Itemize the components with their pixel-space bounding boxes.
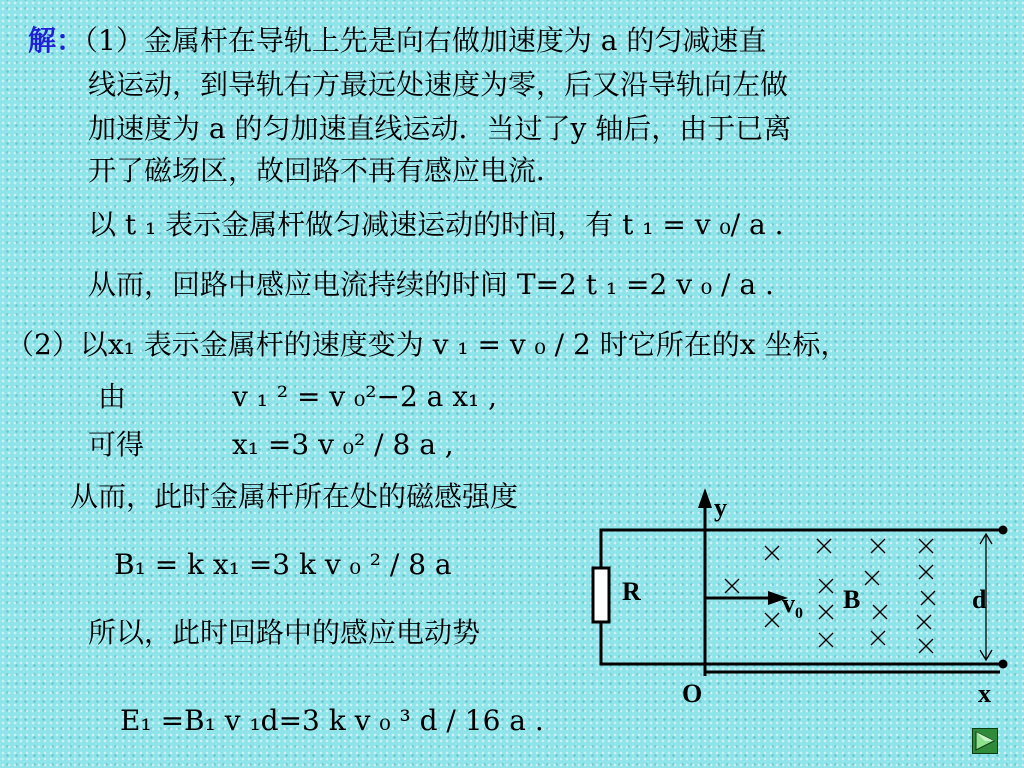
width-label: d (972, 585, 987, 614)
paragraph-1-line-4: 开了磁场区，故回路不再有感应电流． (88, 154, 565, 187)
velocity-equation: v ₁ ² = v ₀²−2 a x₁ , (232, 380, 498, 413)
by-label: 由 (98, 380, 127, 413)
e1-equation: E₁ =B₁ v ₁d=3 k v ₀ ³ d / 16 a . (120, 704, 544, 737)
paragraph-1-line-1: 解：（1）金属杆在导轨上先是向右做加速度为 a 的匀减速直 (28, 24, 767, 57)
velocity-label: $v_0$ (782, 589, 803, 622)
magnetic-field-crosses (725, 539, 935, 653)
get-label: 可得 (88, 428, 145, 461)
paragraph-2-line: （2）以x₁ 表示金属杆的速度变为 v ₁ = v ₀ / 2 时它所在的x 坐标， (6, 328, 849, 361)
y-axis-arrowhead (698, 488, 712, 508)
b1-equation: B₁ = k x₁ =3 k v ₀ ² / 8 a (114, 548, 452, 581)
origin-label: O (682, 679, 703, 708)
rail-end-bottom (999, 660, 1008, 669)
resistor (593, 568, 609, 622)
resistor-label: R (622, 577, 641, 606)
x-axis-label: x (978, 679, 991, 708)
y-axis-label: y (714, 493, 727, 522)
solution-label: 解： (28, 24, 85, 57)
emf-sentence: 所以，此时回路中的感应电动势 (88, 616, 481, 649)
field-sentence: 从而，此时金属杆所在处的磁感强度 (70, 480, 519, 513)
next-slide-button[interactable] (972, 728, 998, 754)
paragraph-1-line-3: 加速度为 a 的匀加速直线运动．当过了y 轴后，由于已离 (88, 112, 792, 145)
period-equation-line: 从而，回路中感应电流持续的时间 T=2 t ₁ =2 v ₀ / a . (88, 268, 774, 301)
t1-equation-line: 以 t ₁ 表示金属杆做匀减速运动的时间，有 t ₁ = v ₀/ a . (88, 208, 784, 241)
x1-equation: x₁ =3 v ₀² / 8 a , (232, 428, 454, 461)
field-label: B (843, 585, 861, 614)
rail-loop (601, 530, 1003, 664)
paragraph-1-line-2: 线运动，到导轨右方最远处速度为零，后又沿导轨向左做 (88, 68, 789, 101)
next-slide-icon (973, 729, 997, 753)
rail-end-top (999, 526, 1008, 535)
